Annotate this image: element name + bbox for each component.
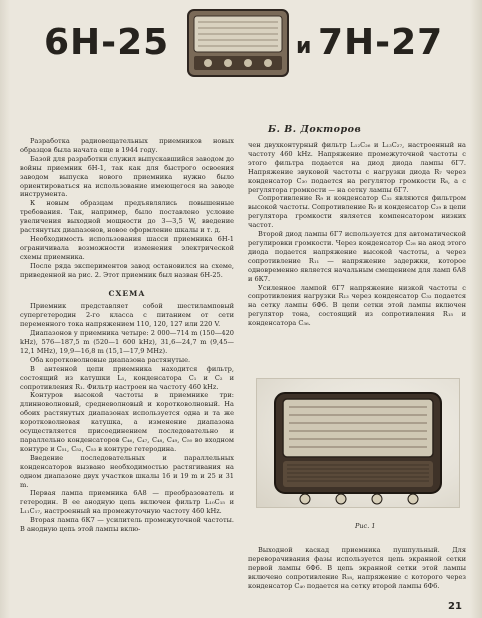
body-paragraph: Сопротивление R₉ и конденсатор C₃₂ являются фильтром высокой частоты. Сопротивление R₉ и конденсатор C₂₉ в цепи регулятора громкости является компенсатором низких частот.	[248, 194, 466, 230]
schema-paragraph: В антенной цепи приемника находится фильтр, состоящий из катушки L₁, конденсатора C₁ и C₂ и сопротивления R₁. Фильтр настроен на частоту 460 kHz.	[20, 364, 234, 391]
section-heading-schema: СХЕМА	[108, 288, 146, 298]
body-paragraph: Выходной каскад приемника пушпульный. Для переворачивания фазы используется цепь экранной сетки первой лампы 6Ф6. В цепь экранной сетки этой лампы включено сопротивление R₁₈, напряжение с которого через конденсатор C₄₀ подается на сетку второй лампы 6Ф6.	[248, 546, 466, 590]
radio-photo	[256, 378, 460, 508]
article-author: Б. В. Докторов	[268, 124, 362, 135]
schema-paragraph: Диапазонов у приемника четыре: 2 000—714 m (150—420 kHz), 576—187,5 m (520—1 600 kHz), 31,6—24,7 m (9,45—12,1 MHz), 19,9—16,8 m (15,1—17,9 MHz).	[20, 329, 234, 355]
right-column-top	[248, 141, 466, 328]
schema-paragraph: Первая лампа приемника 6А8 — преобразователь и гетеродин. В ее анодную цепь включен фильтр L₁₀C₁₅ и L₁₁C₁₇, настроенный на промежуточную частоту 460 kHz.	[20, 489, 234, 516]
intro-paragraph: К новым образцам предъявлялись повышенные требования. Так, например, было поставлено условие увеличения выходной мощности до 3—3,5 W, введение растянутых диапазонов, новое оформление шкалы и т. д.	[20, 199, 234, 235]
schema-paragraph: Оба коротковолновые диапазона растянутые.	[30, 355, 191, 364]
title-model-6n25: 6Н-25	[44, 22, 170, 63]
schema-paragraph: Приемник представляет собой шестиламповый супергетеродин 2-го класса с питанием от сети переменного тока напряжением 110, 120, 127 или 220 V.	[20, 302, 234, 329]
body-paragraph: Второй диод лампы 6Г7 используется для автоматической регулировки громкости. Через конденсатор C₂₈ на анод этого диода подается напряжение высокой частоты, а через сопротивление R₁₁ — напряжение задержки, которое одновременно является начальным смещением для ламп 6А8 и 6К7.	[248, 230, 466, 283]
figure-caption: Рис. 1	[355, 522, 376, 530]
radio-illustration-header	[186, 6, 290, 80]
body-paragraph: чен двухконтурный фильтр L₁₂C₂₆ и L₁₃C₂₇, настроенный на частоту 460 kHz. Напряжение промежуточной частоты с этого фильтра подается на диод диода лампы 6Г7. Напряжение звуковой частоты с нагрузки диода R₇ через конденсатор C₃₀ подается на регулятор громкости R₈, а с регулятора громкости — на сетку лампы 6Г7.	[248, 141, 466, 194]
page-number: 21	[448, 601, 462, 612]
intro-paragraph: Базой для разработки служил выпускавшийся заводом до войны приемник 6Н-1, так как для быстрого освоения заводом выпуска нового приемника нужно было ориентироваться на использование имеющегося на заводе инструмента.	[20, 154, 234, 199]
body-paragraph: Усиленное лампой 6Г7 напряжение низкой частоты с сопротивления нагрузки R₁₃ через конденсатор C₃₃ подается на сетку лампы 6Ф6. В цепи сетки этой лампы включен регулятор тона, состоящий из сопротивления R₁₅ и конденсатора C₃₆.	[248, 283, 466, 328]
title-model-7n27: 7Н-27	[318, 22, 444, 63]
right-column-bottom	[248, 546, 466, 591]
intro-paragraph: Необходимость использования шасси приемника 6Н-1 ограничивала возможности изменения электрической схемы приемника.	[20, 234, 234, 261]
schema-paragraph: Контуров высокой частоты в приемнике три: длинноволновый, средневолновый и коротковолновый. На обоих растянутых диапазонах используется одна и та же коротковолновая катушка, а изменение диапазона осуществляется присоединением последовательно и параллельно конденсаторов C₄₆, C₄₇, C₄₈, C₄₉, C₅₀ во входном контуре и C₅₁, C₅₂, C₅₃ в контуре гетеродина.	[20, 391, 234, 453]
schema-paragraph: Вторая лампа 6К7 — усилитель промежуточной частоты. В анодную цепь этой лампы вклю-	[20, 516, 234, 534]
schema-paragraph: Введение последовательных и параллельных конденсаторов вызвано необходимостью растягивания на одном диапазоне двух участков шкалы 16 и 19 m и 25 и 31 m.	[20, 453, 234, 489]
intro-paragraph: Разработка радиовещательных приемников новых образцов была начата еще в 1944 году.	[20, 137, 234, 154]
title-conjunction: и	[296, 34, 312, 59]
intro-paragraph: После ряда экспериментов завод остановился на схеме, приведенной на рис. 2. Этот приемник был назван 6Н-25.	[20, 261, 234, 279]
radio-receiver-image	[257, 379, 459, 507]
left-column	[20, 137, 234, 534]
